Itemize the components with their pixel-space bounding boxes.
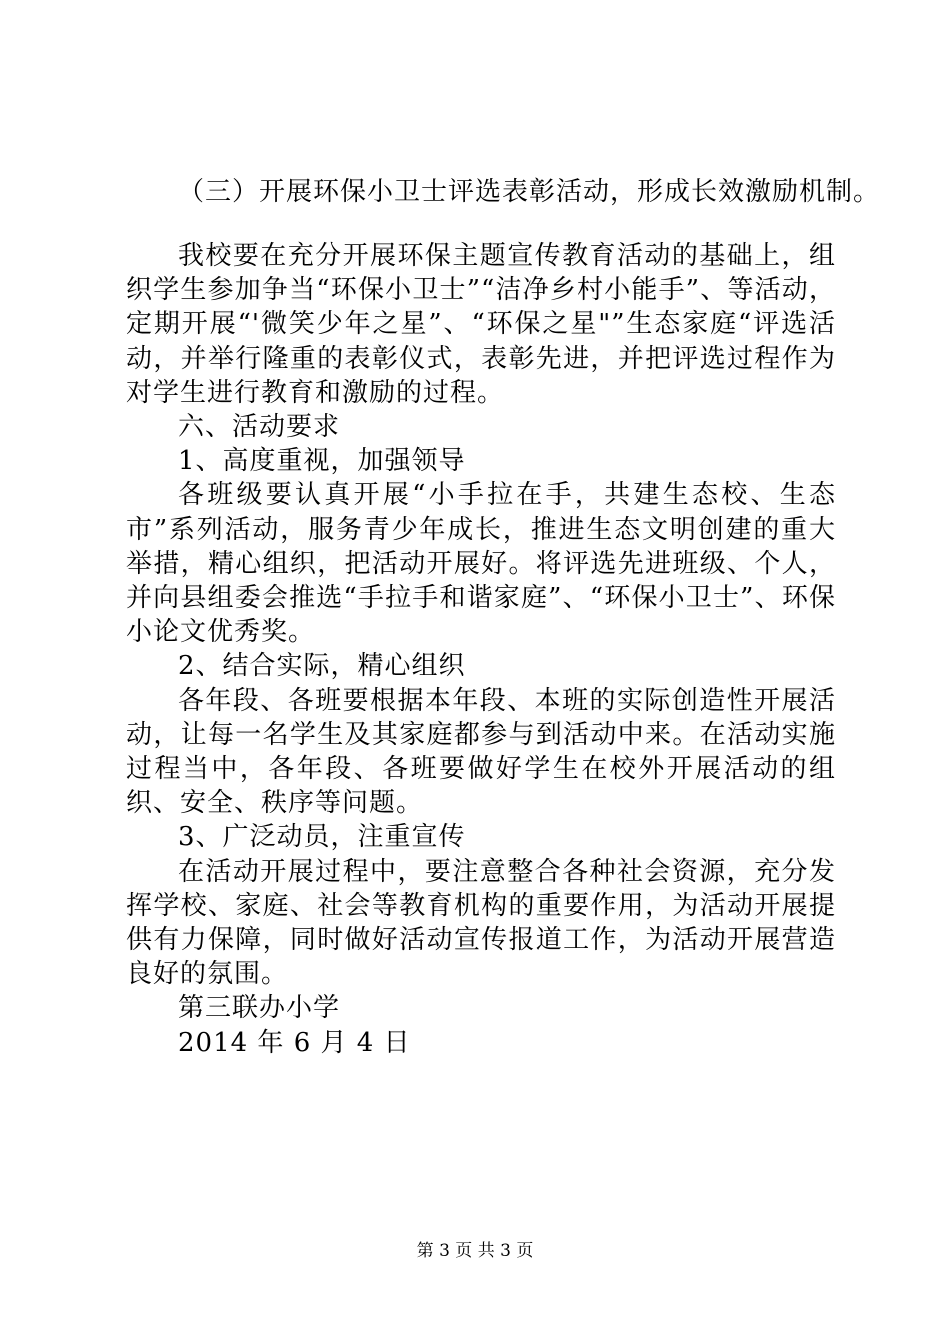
paragraph-leadership: 各班级要认真开展“小手拉在手，共建生态校、生态市”系列活动，服务青少年成长，推进生态文明创建的重大举措，精心组织，把活动开展好。将评选先进班级、个人，并向县组委会推选“手拉手和谐家庭”、“环保小卫士”、环保小论文优秀奖。 xyxy=(126,480,836,648)
paragraph-selection-intro: 我校要在充分开展环保主题宣传教育活动的基础上，组织学生参加争当“环保小卫士”“洁净乡村小能手”、等活动，定期开展“'微笑少年之星”、“环保之星"”生态家庭“评选活动，并举行隆重的表彰仪式，表彰先进，并把评选过程作为对学生进行教育和激励的过程。 xyxy=(126,241,836,408)
subheading-organization: 2、结合实际，精心组织 xyxy=(178,651,466,682)
section-heading: （三）开展环保小卫士评选表彰活动，形成长效激励机制。 xyxy=(178,177,881,207)
paragraph-publicity: 在活动开展过程中，要注意整合各种社会资源，充分发挥学校、家庭、社会等教育机构的重要作用，为活动开展提供有力保障，同时做好活动宣传报道工作，为活动开展营造良好的氛围。 xyxy=(126,856,836,990)
subheading-leadership: 1、高度重视，加强领导 xyxy=(178,446,466,477)
paragraph-organization: 各年段、各班要根据本年段、本班的实际创造性开展活动，让每一名学生及其家庭都参与到活动中来。在活动实施过程当中，各年段、各班要做好学生在校外开展活动的组织、安全、秩序等问题。 xyxy=(126,685,836,819)
page-footer: 第 3 页 共 3 页 xyxy=(416,1241,534,1261)
section-title-requirements: 六、活动要求 xyxy=(178,412,341,443)
signature-school: 第三联办小学 xyxy=(178,993,341,1024)
subheading-publicity: 3、广泛动员，注重宣传 xyxy=(178,822,466,853)
document-body xyxy=(126,239,836,1060)
signature-date: 2014 年 6 月 4 日 xyxy=(178,1027,411,1058)
